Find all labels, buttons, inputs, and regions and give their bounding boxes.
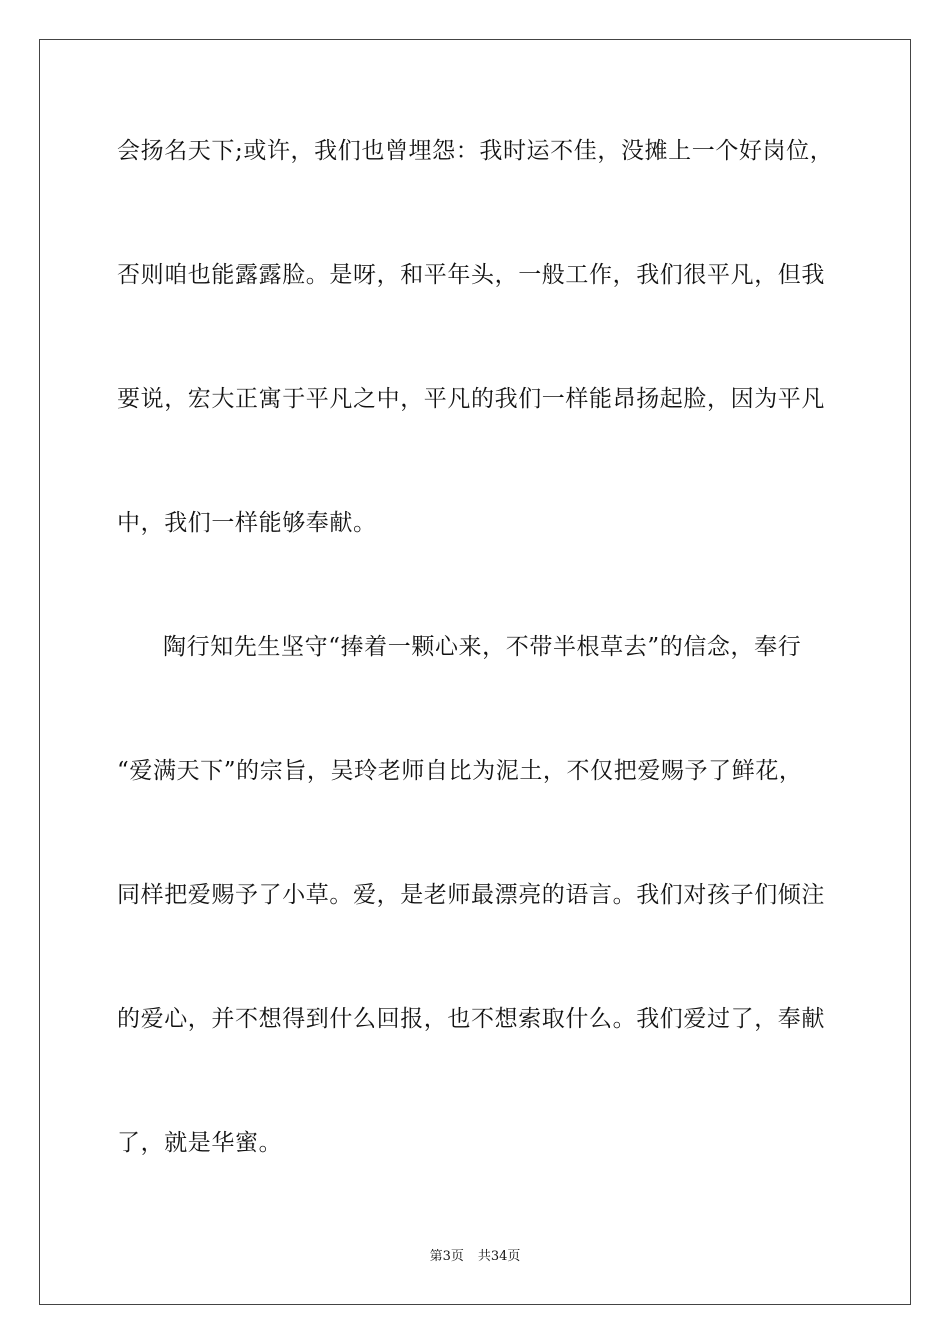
text-line-1: 会扬名天下;或许，我们也曾埋怨：我时运不佳，没摊上一个好岗位， [117,138,834,164]
text-line-9: 了，就是华蜜。 [117,1130,283,1156]
text-line-8: 的爱心，并不想得到什么回报，也不想索取什么。我们爱过了，奉献 [117,1006,825,1032]
text-line-2: 否则咱也能露露脸。是呀，和平年头，一般工作，我们很平凡，但我 [117,262,825,288]
text-line-3: 要说，宏大正寓于平凡之中，平凡的我们一样能昂扬起脸，因为平凡 [117,386,825,412]
page-current: 第3页 [429,1249,464,1264]
text-line-5: 陶行知先生坚守“捧着一颗心来，不带半根草去”的信念，奉行 [163,634,802,660]
text-line-6: “爱满天下”的宗旨，吴玲老师自比为泥土，不仅把爱赐予了鲜花， [117,758,803,784]
text-line-7: 同样把爱赐予了小草。爱，是老师最漂亮的语言。我们对孩子们倾注 [117,882,825,908]
page-border [39,39,911,1305]
page-footer [0,1249,950,1265]
page-total: 共34页 [477,1249,521,1264]
text-line-4: 中，我们一样能够奉献。 [117,510,377,536]
